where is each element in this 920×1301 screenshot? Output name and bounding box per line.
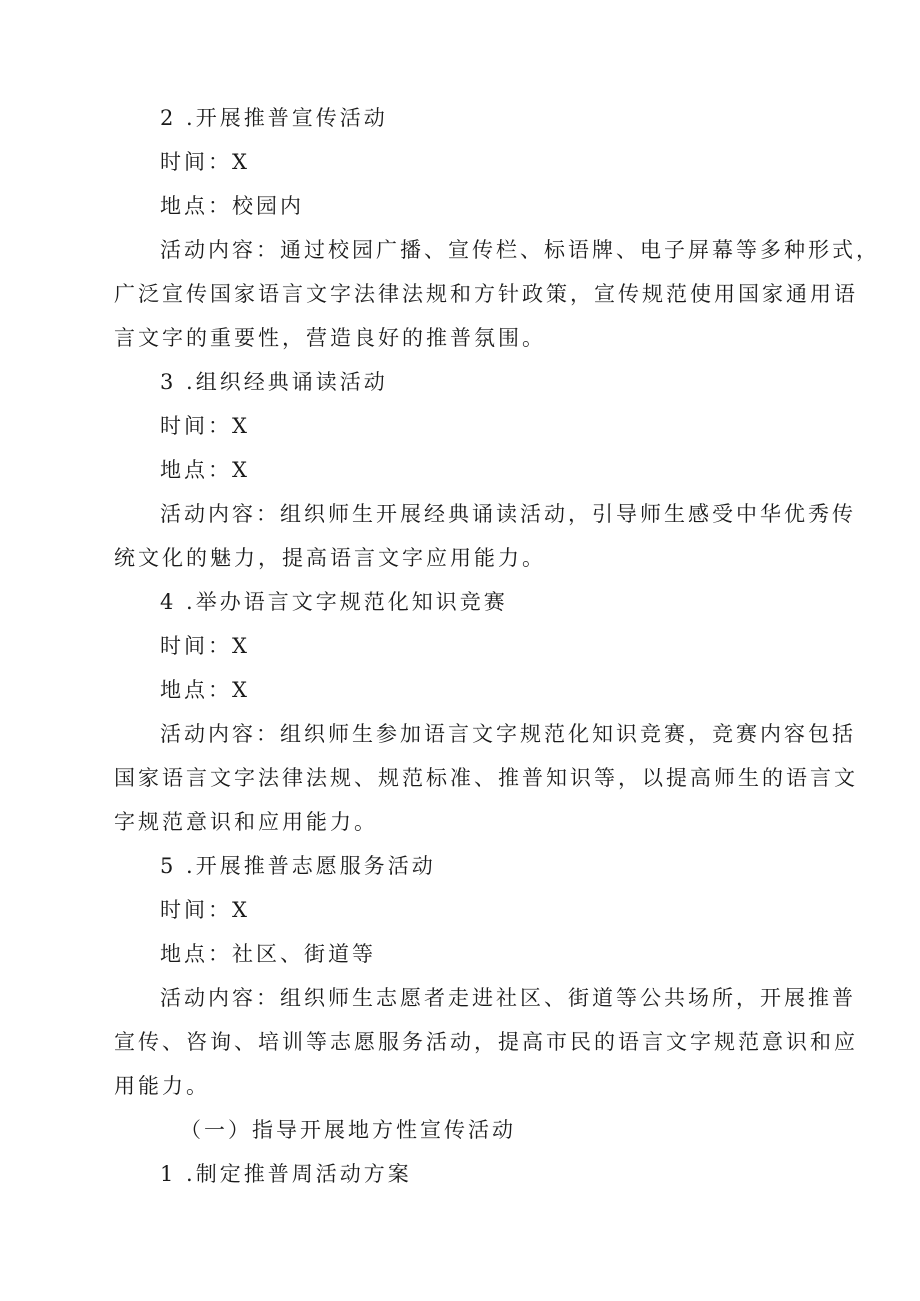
paragraph-line: 统文化的魅力，提高语言文字应用能力。 (114, 546, 546, 570)
paragraph-line: 字规范意识和应用能力。 (114, 810, 378, 834)
section-heading-3: 3 .组织经典诵读活动 (160, 370, 388, 394)
paragraph-line: 活动内容：组织师生开展经典诵读活动，引导师生感受中华优秀传 (160, 502, 856, 526)
place-line: 地点：校园内 (160, 194, 304, 218)
paragraph-line: 活动内容：组织师生志愿者走进社区、街道等公共场所，开展推普 (160, 986, 856, 1010)
time-line: 时间：X (160, 150, 250, 174)
paragraph-line: 广泛宣传国家语言文字法律法规和方针政策，宣传规范使用国家通用语 (114, 282, 858, 306)
section-heading-2: 2 .开展推普宣传活动 (160, 106, 388, 130)
place-line: 地点：X (160, 458, 250, 482)
paragraph-line: 用能力。 (114, 1074, 210, 1098)
time-line: 时间：X (160, 898, 250, 922)
place-line: 地点：X (160, 678, 250, 702)
paragraph-line: 活动内容：组织师生参加语言文字规范化知识竞赛，竞赛内容包括 (160, 722, 856, 746)
paragraph-line: 国家语言文字法律法规、规范标准、推普知识等，以提高师生的语言文 (114, 766, 858, 790)
paragraph-line: 言文字的重要性，营造良好的推普氛围。 (114, 326, 546, 350)
time-line: 时间：X (160, 414, 250, 438)
section-heading-4: 4 .举办语言文字规范化知识竞赛 (160, 590, 508, 614)
paragraph-line: 宣传、咨询、培训等志愿服务活动，提高市民的语言文字规范意识和应 (114, 1030, 858, 1054)
section-heading-1: 1 .制定推普周活动方案 (160, 1162, 412, 1186)
paragraph-line: 活动内容：通过校园广播、宣传栏、标语牌、电子屏幕等多种形式， (160, 238, 880, 262)
time-line: 时间：X (160, 634, 250, 658)
subsection-heading: （一）指导开展地方性宣传活动 (180, 1118, 516, 1142)
place-line: 地点：社区、街道等 (160, 942, 376, 966)
section-heading-5: 5 .开展推普志愿服务活动 (160, 854, 436, 878)
